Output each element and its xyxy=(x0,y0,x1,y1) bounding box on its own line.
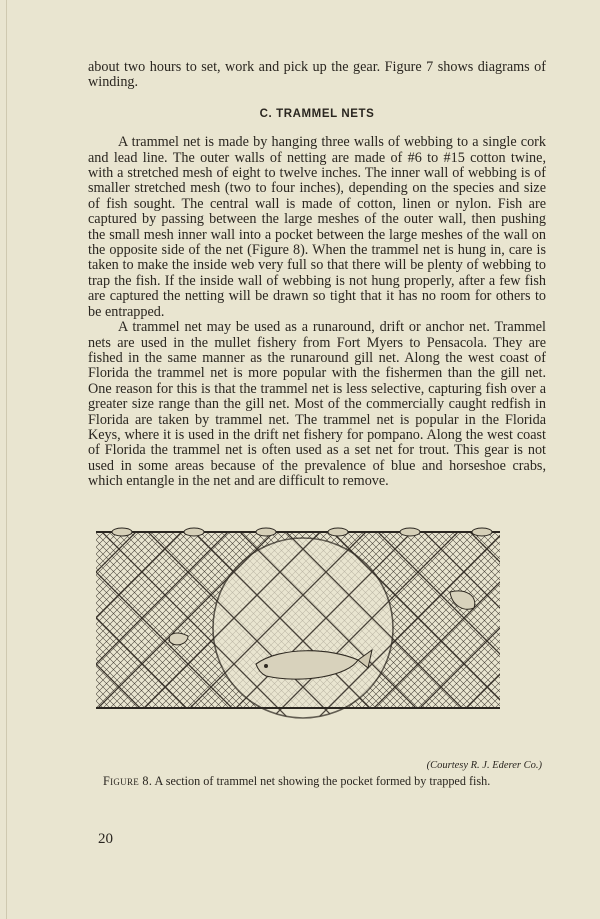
cork-float xyxy=(472,528,492,536)
figure-credit: (Courtesy R. J. Ederer Co.) xyxy=(426,760,542,771)
cork-float xyxy=(256,528,276,536)
trammel-net-illustration xyxy=(96,526,500,722)
section-heading: C. TRAMMEL NETS xyxy=(259,107,375,120)
figure-label: Figure 8. xyxy=(103,774,153,788)
cork-float xyxy=(112,528,132,536)
figure-caption-text: A section of trammel net showing the pocket formed by trapped fish. xyxy=(152,774,491,788)
paragraph-trammel-usage: A trammel net may be used as a runaround, drift or anchor net. Trammel nets are used in the mullet fishery from Fort Myers to Pensacola. They are fished in the same manner as the runaround gill net. Along the west coast of Florida the trammel net is more popular with the fishermen than the gill net. One reason for this is that the trammel net is less selective, capturing fish over a greater size range than the gill net. Most of the commercially caught redfish in Florida are taken by trammel net. The trammel net is popular in the Florida Keys, where it is used in the drift net fishery for pompano. Along the west coast of Florida the trammel net is often used as a set net for trout. This gear is not used in some areas because of the prevalence of blue and horseshoe crabs, which entangle in the net and are difficult to remove. xyxy=(88,319,546,490)
page-number: 20 xyxy=(98,831,113,847)
cork-float xyxy=(184,528,204,536)
cork-float xyxy=(328,528,348,536)
paragraph-trammel-construction: A trammel net is made by hanging three walls of webbing to a single cork and lead line. The outer walls of netting are made of #6 to #15 cotton twine, with a stretched mesh of eight to twelve inches. The inner wall of webbing is of smaller stretched mesh (two to four inches), depending on the species and size of fish sought. The central wall is made of cotton, linen or nylon. Fish are captured by passing between the large meshes of the outer wall, then pushing the small mesh inner wall into a pocket between the large meshes of the wall on the opposite side of the net (Figure 8). When the trammel net is hung in, care is taken to make the inside web very full so that there will be plenty of webbing to trap the fish. If the inside wall of webbing is not hung properly, after a few fish are captured the netting will be drawn so tight that it has no room for others to be entrapped. xyxy=(88,134,546,320)
body-text xyxy=(88,60,546,490)
cork-float xyxy=(400,528,420,536)
figure-caption xyxy=(103,774,543,789)
intro-paragraph: about two hours to set, work and pick up the gear. Figure 7 shows diagrams of winding. xyxy=(88,59,546,91)
page-edge xyxy=(6,0,7,919)
